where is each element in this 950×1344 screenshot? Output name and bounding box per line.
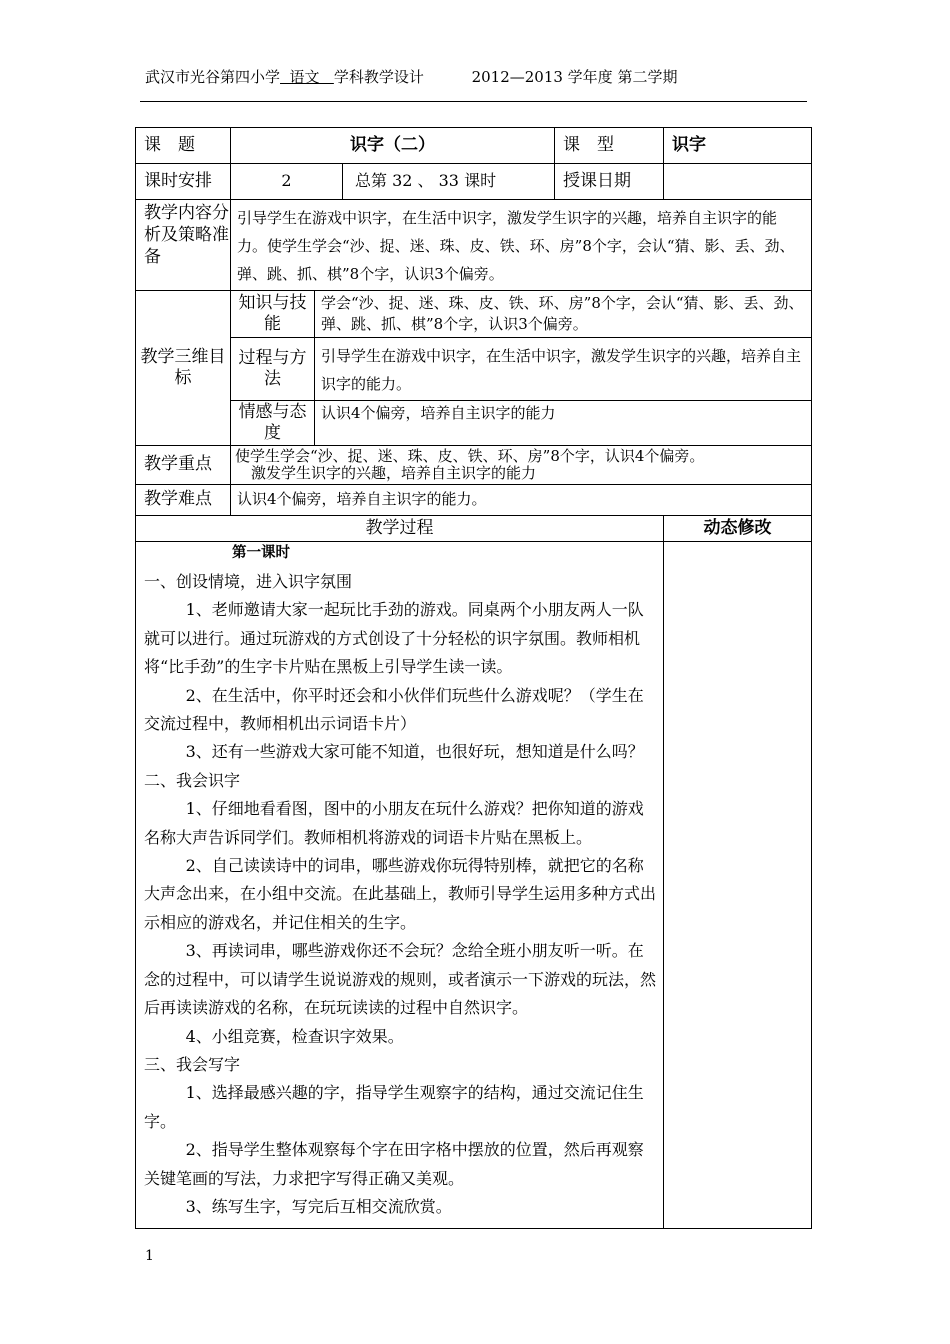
s2-item-1: 1、仔细地看看图，图中的小朋友在玩什么游戏？把你知道的游戏名称大声告诉同学们。教师相机将游戏的词语卡片贴在黑板上。 xyxy=(144,799,644,847)
schedule-label: 课时安排 xyxy=(136,164,231,200)
revision-header: 动态修改 xyxy=(664,516,812,542)
topic-label: 课 题 xyxy=(136,128,231,164)
page-header xyxy=(145,66,677,87)
goal-text-process: 引导学生在游戏中识字，在生活中识字，激发学生识字的兴趣，培养自主识字的能力。 xyxy=(315,338,812,401)
s2-item-3: 3、再读词串，哪些游戏你还不会玩？念给全班小朋友听一听。在念的过程中，可以请学生说说游戏的规则，或者演示一下游戏的玩法，然后再读读游戏的名称，在玩玩读读的过程中自然识字。 xyxy=(144,941,657,1018)
total-periods: 总第 32 、 33 课时 xyxy=(343,164,555,200)
s3-item-2: 2、指导学生整体观察每个字在田字格中摆放的位置，然后再观察关键笔画的写法，力求把字写得正确又美观。 xyxy=(144,1140,644,1188)
goal-label-emotion: 情感与态度 xyxy=(231,401,315,446)
key-text-line-1: 使学生学会“沙、捉、迷、珠、皮、铁、环、房”8个字，认识4个偏旁。 xyxy=(235,447,705,465)
goal-label-process: 过程与方法 xyxy=(231,338,315,401)
s1-item-1: 1、老师邀请大家一起玩比手劲的游戏。同桌两个小朋友两人一队就可以进行。通过玩游戏的方式创设了十分轻松的识字氛围。教师相机将“比手劲”的生字卡片贴在黑板上引导学生读一读。 xyxy=(144,600,644,677)
section-3-heading: 三、我会写字 xyxy=(144,1054,241,1074)
s3-item-1: 1、选择最感兴趣的字，指导学生观察字的结构，通过交流记住生字。 xyxy=(144,1083,644,1131)
page-number: 1 xyxy=(145,1248,154,1264)
process-content xyxy=(136,542,664,1229)
type-value: 识字 xyxy=(664,128,812,164)
s3-item-3: 3、练写生字，写完后互相交流欣赏。 xyxy=(185,1196,452,1216)
section-2-heading: 二、我会识字 xyxy=(144,770,241,790)
key-text-line-2: 激发学生识字的兴趣，培养自主识字的能力 xyxy=(251,464,537,482)
design-label: 学科教学设计 xyxy=(333,68,424,86)
s2-item-2: 2、自己读读诗中的词串，哪些游戏你玩得特别棒，就把它的名称大声念出来，在小组中交流。在此基础上，教师引导学生运用多种方式出示相应的游戏名，并记住相关的生字。 xyxy=(144,856,657,932)
section-1-heading: 一、创设情境，进入识字氛围 xyxy=(144,572,353,591)
content-label: 教学内容分析及策略准备 xyxy=(136,200,231,291)
goal-label-knowledge: 知识与技能 xyxy=(231,291,315,338)
school-name: 武汉市光谷第四小学 xyxy=(145,68,281,86)
s1-item-2: 2、在生活中，你平时还会和小伙伴们玩些什么游戏呢？（学生在交流过程中，教师相机出示词语卡片） xyxy=(144,685,644,734)
type-label: 课 型 xyxy=(555,128,664,164)
revision-content xyxy=(664,542,812,1229)
subject-name: 语文 xyxy=(280,68,334,86)
school-year: 2012—2013 学年度 第二学期 xyxy=(471,68,678,86)
s1-item-3: 3、还有一些游戏大家可能不知道，也很好玩，想知道是什么吗？ xyxy=(185,742,644,762)
goals-label: 教学三维目标 xyxy=(136,291,231,446)
lesson-title: 第一课时 xyxy=(232,545,290,561)
topic-value: 识字（二） xyxy=(231,128,555,164)
date-value xyxy=(664,164,812,200)
content-text: 引导学生在游戏中识字，在生活中识字，激发学生识字的兴趣，培养自主识字的能力。使学生学会“沙、捉、迷、珠、皮、铁、环、房”8个字，会认“猜、影、丢、劲、弹、跳、抓、棋”8个字，认识3个偏旁。 xyxy=(231,200,812,291)
lesson-plan-table xyxy=(135,127,812,1229)
difficulty-text: 认识4个偏旁，培养自主识字的能力。 xyxy=(231,485,812,516)
date-label: 授课日期 xyxy=(555,164,664,200)
key-text xyxy=(231,446,812,485)
goal-text-emotion: 认识4个偏旁，培养自主识字的能力 xyxy=(315,401,812,446)
schedule-value: 2 xyxy=(231,164,343,200)
key-label: 教学重点 xyxy=(136,446,231,485)
goal-text-knowledge: 学会“沙、捉、迷、珠、皮、铁、环、房”8个字，会认“猜、影、丢、劲、弹、跳、抓、棋”8个字，认识3个偏旁。 xyxy=(315,291,812,338)
process-header: 教学过程 xyxy=(136,516,664,542)
header-rule xyxy=(140,101,807,102)
s2-item-4: 4、小组竞赛，检查识字效果。 xyxy=(185,1026,404,1046)
difficulty-label: 教学难点 xyxy=(136,485,231,516)
